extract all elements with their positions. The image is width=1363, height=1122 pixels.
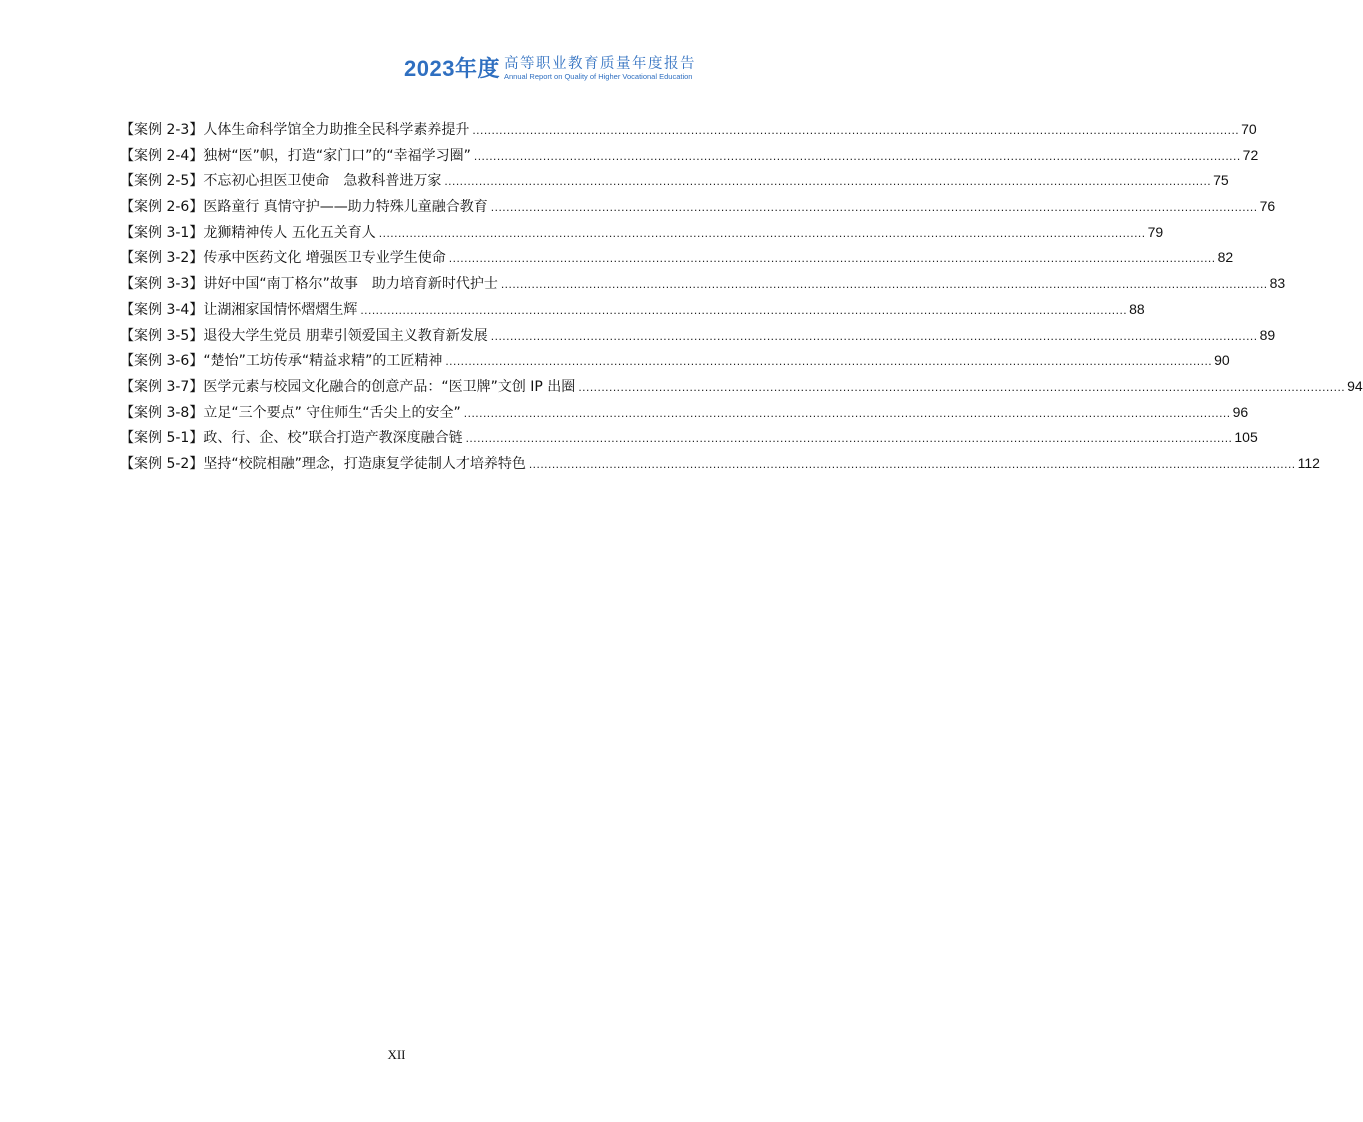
toc-entry-label: 【案例 2-3】: [120, 122, 204, 138]
toc-entry[interactable]: [120, 350, 1230, 376]
toc-entry-label: 【案例 5-1】: [120, 430, 204, 447]
toc-entry-label: 【案例 3-4】: [120, 301, 204, 318]
toc-entry[interactable]: [120, 196, 1276, 222]
toc-entry-label: 【案例 3-1】: [120, 224, 204, 241]
toc-entry-title: 立足“三个要点” 守住师生“舌尖上的安全”: [203, 404, 461, 421]
toc-entry[interactable]: [120, 299, 1145, 325]
toc-dot-leader: ........................................................................................................................................................................................................: [360, 302, 1128, 317]
toc-entry-title: 退役大学生党员 朋辈引领爱国主义教育新发展: [203, 327, 488, 344]
toc-entry-title: 龙狮精神传人 五化五关育人: [203, 224, 376, 241]
toc-entry-title: 医路童行 真情守护——助力特殊儿童融合教育: [203, 199, 488, 216]
toc-entry[interactable]: [120, 170, 1229, 196]
toc-entry-label: 【案例 2-5】: [120, 173, 204, 190]
toc-entry-label: 【案例 3-5】: [120, 327, 204, 344]
toc-entry-page: 75: [1213, 172, 1229, 189]
header-subtitle: Annual Report on Quality of Higher Vocational Education: [504, 72, 693, 81]
toc-entry-page: 70: [1241, 121, 1257, 137]
toc-entry-page: 89: [1259, 326, 1276, 343]
toc-entry[interactable]: [120, 453, 1320, 479]
toc-dot-leader: ........................................................................................................................................................................................................: [378, 225, 1146, 240]
toc-entry-title: 独树“医”帜，打造“家门口”的“幸福学习圈”: [203, 147, 471, 164]
toc-entry-title: 让湖湘家国情怀熠熠生辉: [203, 301, 358, 318]
header-title: 高等职业教育质量年度报告: [504, 56, 696, 72]
toc-entry-label: 【案例 3-2】: [120, 250, 204, 267]
header-year: 2023年度: [404, 55, 500, 81]
toc-entry-title: 政、行、企、校”联合打造产教深度融合链: [203, 430, 463, 447]
toc-entry-page: 72: [1242, 146, 1259, 163]
toc-dot-leader: ........................................................................................................................................................................................................: [500, 277, 1268, 292]
toc-entry[interactable]: [120, 145, 1259, 171]
toc-entry[interactable]: [120, 119, 1257, 145]
toc-entry-page: 105: [1234, 429, 1258, 446]
header-title-block: [504, 56, 696, 81]
toc-entry-page: 79: [1147, 223, 1164, 240]
toc-entry-page: 88: [1129, 300, 1145, 317]
toc-entry[interactable]: [120, 325, 1276, 351]
toc-entry-label: 【案例 3-6】: [120, 353, 204, 370]
toc-entry[interactable]: [120, 427, 1258, 453]
toc-entry-page: 112: [1297, 454, 1320, 471]
toc-entry-label: 【案例 3-8】: [120, 404, 204, 421]
report-header: [404, 56, 696, 81]
toc-entry-page: 76: [1259, 198, 1276, 215]
toc-entry-title: 不忘初心担医卫使命 急救科普进万家: [203, 173, 442, 190]
toc-entry-label: 【案例 3-7】: [120, 378, 204, 395]
toc-entry-page: 90: [1214, 352, 1230, 369]
toc-entry-page: 96: [1232, 403, 1249, 420]
toc-dot-leader: ........................................................................................................................................................................................................: [444, 174, 1212, 189]
toc-entry-title: 讲好中国“南丁格尔”故事 助力培育新时代护士: [203, 276, 498, 293]
toc-dot-leader: ........................................................................................................................................................................................................: [490, 328, 1258, 343]
toc-dot-leader: ........................................................................................................................................................................................................: [448, 251, 1216, 266]
table-of-contents: [120, 119, 1363, 479]
toc-entry-page: 82: [1217, 249, 1234, 266]
toc-dot-leader: ........................................................................................................................................................................................................: [473, 148, 1241, 163]
toc-dot-leader: ........................................................................................................................................................................................................: [463, 405, 1231, 420]
toc-entry[interactable]: [120, 247, 1234, 273]
toc-entry-title: 人体生命科学馆全力助推全民科学素养提升: [203, 122, 470, 138]
toc-entry-page: 83: [1269, 275, 1286, 292]
toc-dot-leader: ........................................................................................................................................................................................................: [578, 379, 1346, 394]
toc-entry-title: 坚持“校院相融”理念，打造康复学徒制人才培养特色: [203, 455, 526, 472]
toc-dot-leader: ........................................................................................................................................................................................................: [490, 200, 1258, 215]
toc-entry-label: 【案例 5-2】: [120, 455, 204, 472]
toc-dot-leader: ........................................................................................................................................................................................................: [528, 456, 1296, 471]
toc-dot-leader: ........................................................................................................................................................................................................: [465, 431, 1233, 446]
page-number: XII: [387, 1047, 406, 1062]
toc-entry-title: 传承中医药文化 增强医卫专业学生使命: [203, 250, 446, 267]
toc-entry-label: 【案例 2-6】: [120, 199, 204, 216]
toc-entry-title: 医学元素与校园文化融合的创意产品：“医卫牌”文创 IP 出圈: [203, 378, 576, 395]
toc-entry-page: 94: [1347, 377, 1363, 394]
toc-entry[interactable]: [120, 222, 1164, 248]
toc-entry-label: 【案例 2-4】: [120, 147, 204, 164]
toc-entry[interactable]: [120, 376, 1363, 402]
toc-dot-leader: ........................................................................................................................................................................................................: [472, 123, 1240, 137]
toc-entry-title: “楚怡”工坊传承“精益求精”的工匠精神: [203, 353, 443, 370]
toc-dot-leader: ........................................................................................................................................................................................................: [445, 354, 1213, 369]
toc-entry[interactable]: [120, 402, 1249, 428]
toc-entry[interactable]: [120, 273, 1286, 299]
toc-entry-label: 【案例 3-3】: [120, 276, 204, 293]
